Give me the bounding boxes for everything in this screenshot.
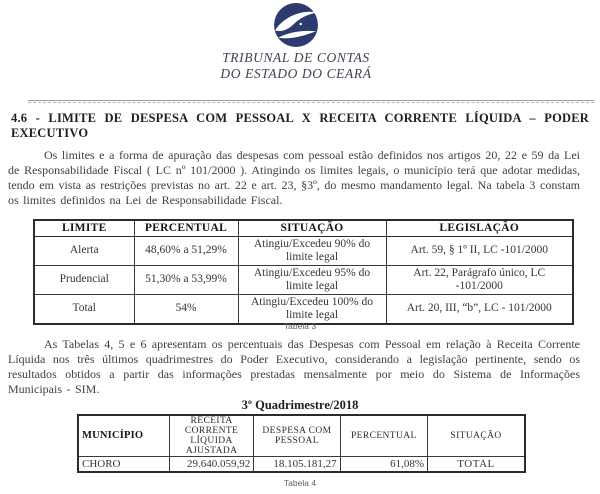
cell-limite: Prudencial [34,265,134,294]
cell-limite: Total [34,294,134,324]
cell-situacao: Atingiu/Excedeu 95% do limite legal [238,265,386,294]
cell-percentual: 61,08% [340,457,427,472]
table-3-caption: Tabela 3 [283,321,317,331]
tce-logo-icon [273,2,319,48]
table-row-choro [78,457,525,472]
cell-legislacao: Art. 20, III, “b”, LC - 101/2000 [386,294,573,324]
cell-situacao: Atingiu/Excedeu 90% do limite legal [238,236,386,265]
column-header-municipio: MUNICÍPIO [78,415,169,457]
column-header-percentual: PERCENTUAL [340,415,427,457]
cell-situacao: Atingiu/Excedeu 100% do limite legal [238,294,386,324]
table-row-total [34,294,573,324]
paragraph-tables-intro: As Tabelas 4, 5 e 6 apresentam os percentuais das Despesas com Pessoal em relação à Receita Corrente Líquida nos três últimos quadrimestres do Poder Executivo, considerando a legislação pertinente, sendo os resultados obtidos a partir das informações prestadas mensalmente por meio do Sistema de Informações Municipais - SIM. [8,337,580,396]
table-4-header-row [78,415,525,457]
section-title: 4.6 - LIMITE DE DESPESA COM PESSOAL X RECEITA CORRENTE LÍQUIDA – PODER EXECUTIVO [11,111,589,140]
cell-legislacao: Art. 22, Parágrafo único, LC -101/2000 [386,265,573,294]
column-header-limite: LIMITE [34,220,134,236]
table-4-caption: Tabela 4 [283,478,317,488]
column-header-receita: RECEITA CORRENTE LÍQUIDA AJUSTADA [169,415,253,457]
org-name-line1: TRIBUNAL DE CONTAS [222,50,370,65]
org-name [220,50,371,82]
cell-legislacao: Art. 59, § 1º II, LC -101/2000 [386,236,573,265]
table-limits-lrf [33,219,574,325]
table-quadrimester-data [77,414,526,473]
cell-percentual: 51,30% a 53,99% [134,265,238,294]
cell-despesa: 18.105.181,27 [254,457,340,472]
org-name-line2: DO ESTADO DO CEARÁ [220,66,372,81]
cell-percentual: 48,60% a 51,29% [134,236,238,265]
cell-municipio: CHORO [78,457,169,472]
cell-limite: Alerta [34,236,134,265]
table-row-prudencial [34,265,573,294]
quadrimester-heading: 3º Quadrimestre/2018 [241,398,359,412]
table-3-header-row [34,220,573,236]
document-header [0,2,592,82]
horizontal-rule [28,100,594,103]
table-row-alerta [34,236,573,265]
paragraph-limits: Os limites e a forma de apuração das despesas com pessoal estão definidos nos artigos 20, 22 e 59 da Lei de Responsabilidade Fiscal ( LC nº 101/2000 ). Atingindo os limites legais, o município terá que adotar medidas, tendo em vista as restrições previstas no art. 22 e art. 23, §3º, do mesmo mandamento legal. Na tabela 3 constam os limites definidos na Lei de Responsabilidade Fiscal. [8,148,580,207]
column-header-situacao: SITUAÇÃO [428,415,525,457]
column-header-percentual: PERCENTUAL [134,220,238,236]
column-header-legislacao: LEGISLAÇÃO [386,220,573,236]
cell-percentual: 54% [134,294,238,324]
column-header-situacao: SITUAÇÃO [238,220,386,236]
cell-receita: 29.640.059,92 [169,457,253,472]
column-header-despesa: DESPESA COM PESSOAL [254,415,340,457]
cell-situacao: TOTAL [428,457,525,472]
